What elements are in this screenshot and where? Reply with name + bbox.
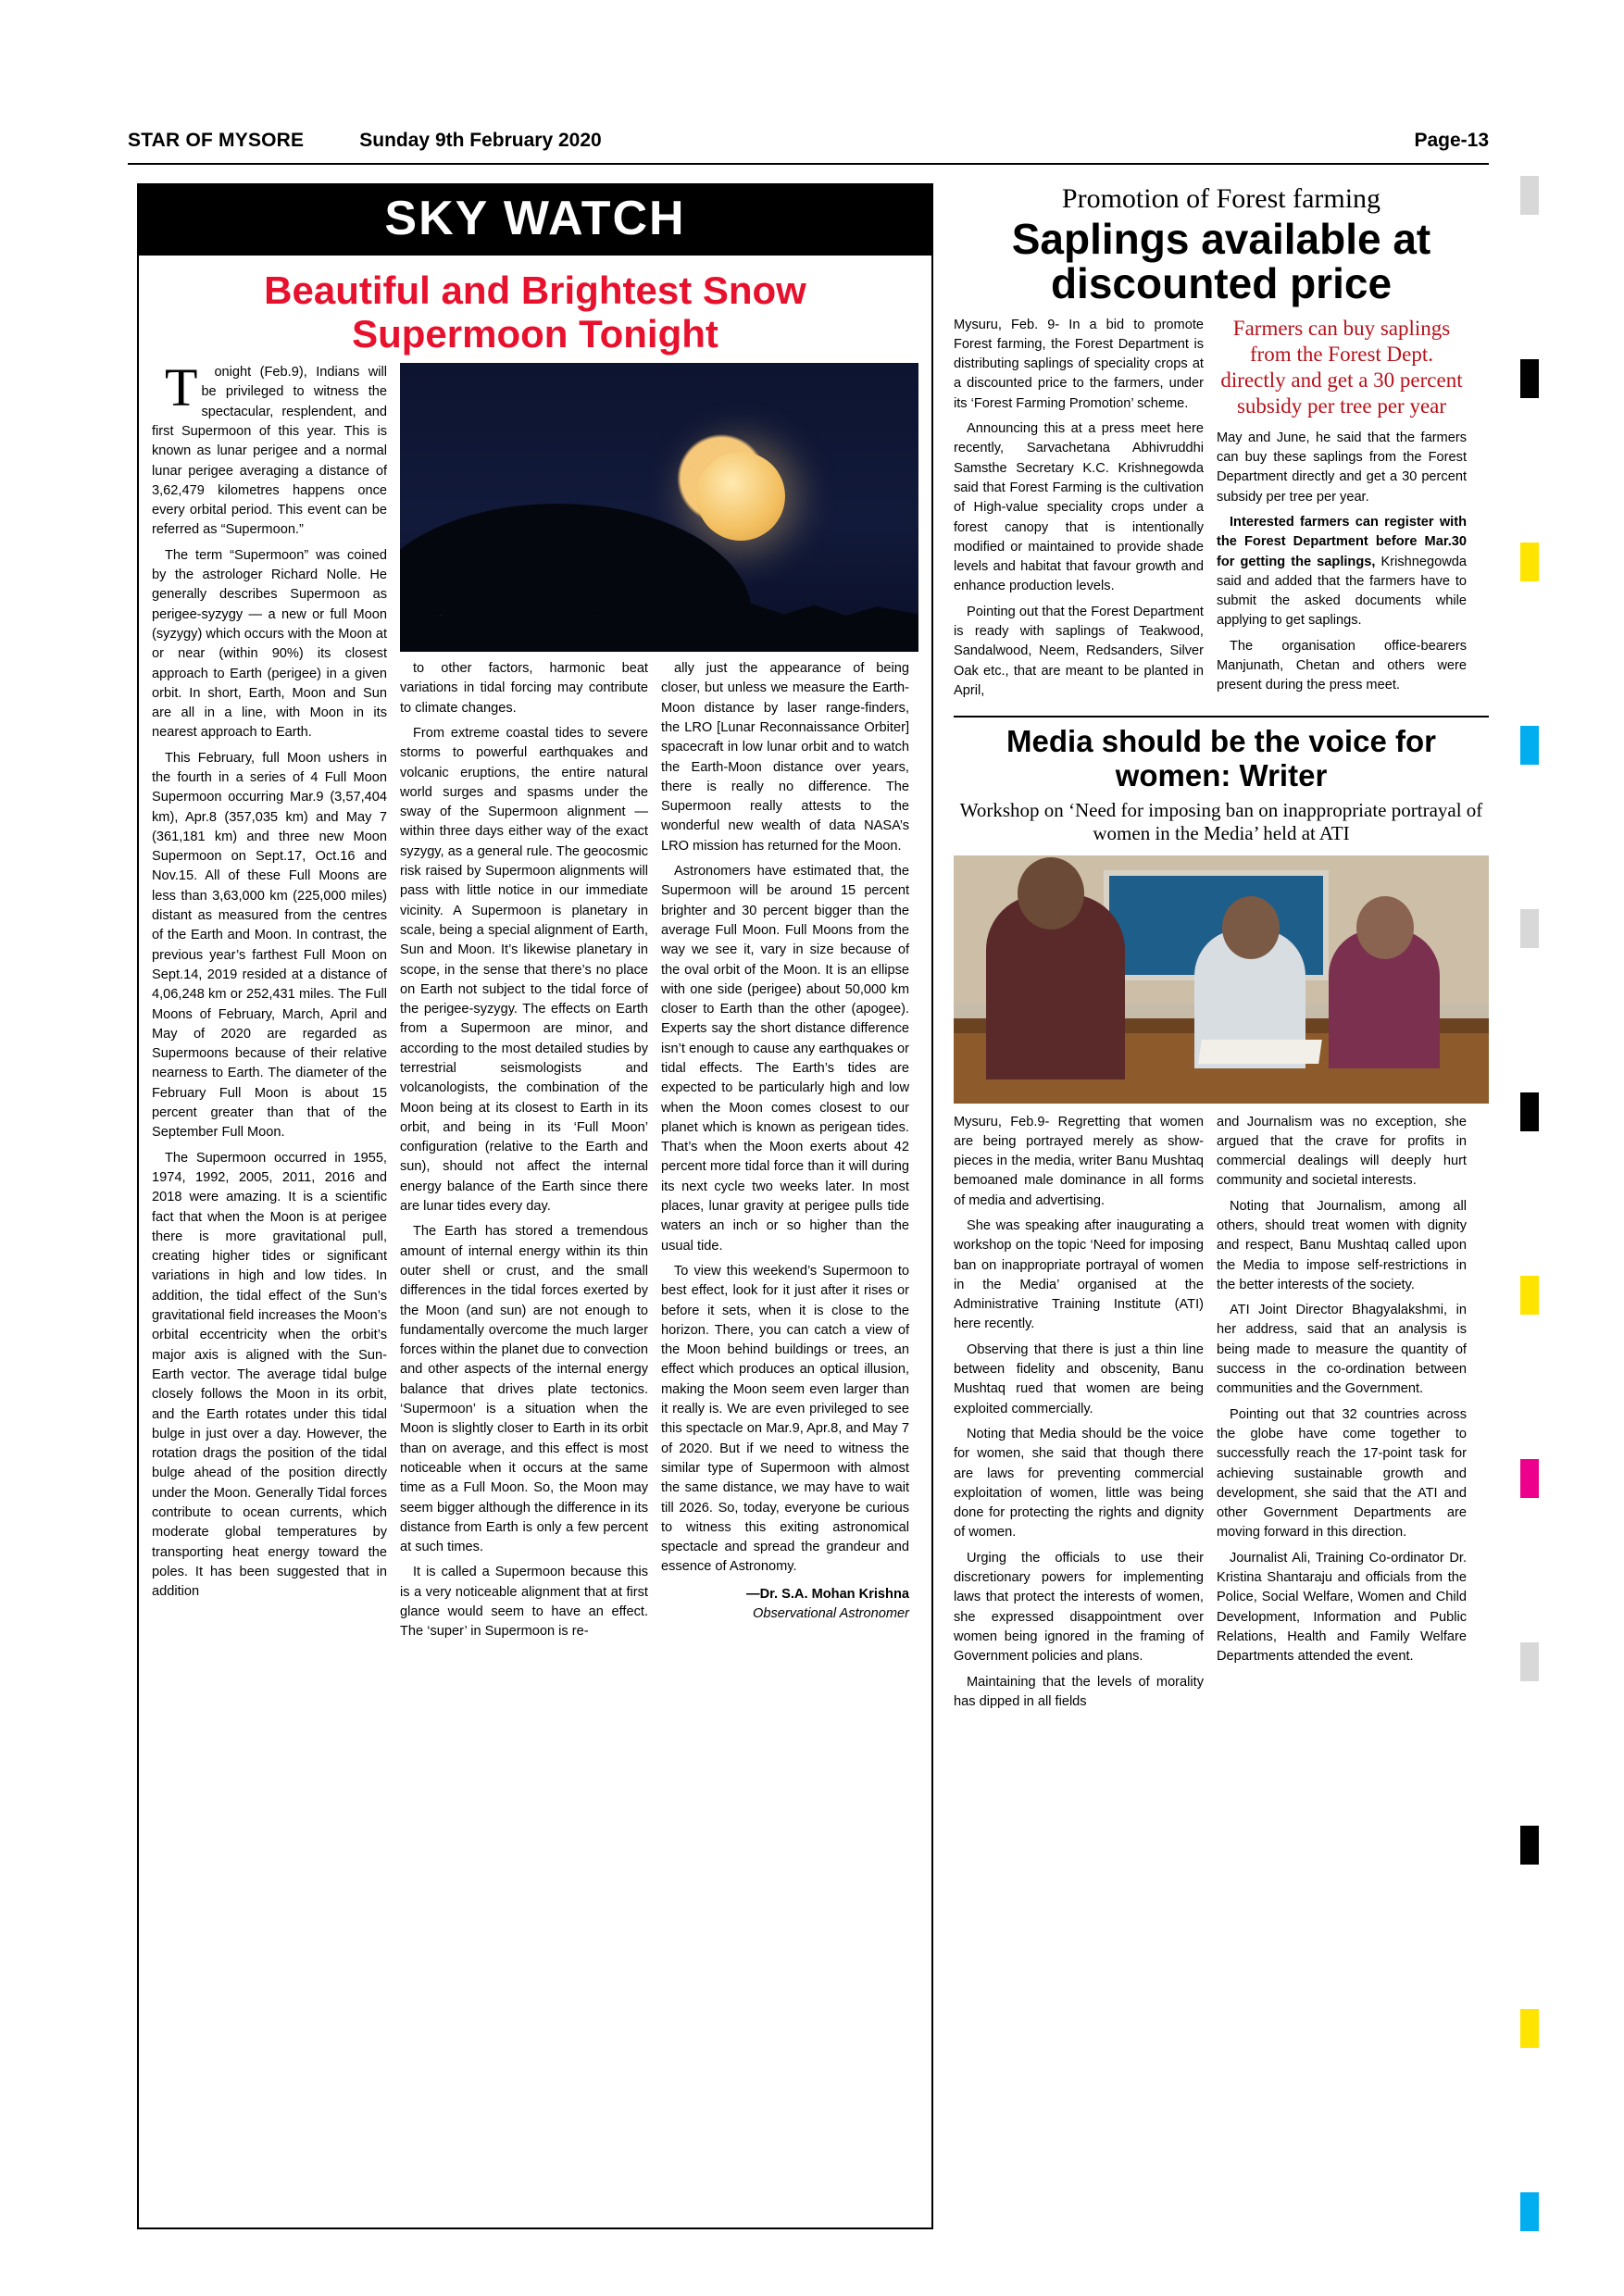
page-number: Page-13 xyxy=(1414,130,1489,151)
media-c2-p4: Pointing out that 32 countries across the globe have come together to successfully reach the 17-point task for achieving sustainable growth and development, she said that the ATI and other Government Departments are moving forward in this direction. xyxy=(1217,1406,1467,1541)
media-c1-p1: Mysuru, Feb.9- Regretting that women are being portrayed merely as show-pieces in the media, writer Banu Mushtaq bemoaned male dominance in all forms of media and advertising. xyxy=(954,1114,1204,1208)
skywatch-c2-p2: From extreme coastal tides to severe storms to powerful earthquakes and volcanic eruptions, the entire natural world surges and spasms under the sway of the Supermoon alignment — within three days either way of the exact syzygy, as a general rule. The geocosmic risk raised by Supermoon alignments will pass with little notice in our immediate vicinity. A Supermoon is planetary in scale, being a special alignment of Earth, Sun and Moon. It’s likewise planetary in scope, in the sense that there’s no place on Earth not subject to the tidal force of the perigee-syzygy. The effects on Earth from a Supermoon are minor, and according to the most detailed studies by terrestrial seismologists and volcanologists, the combination of the Moon being at its closest to Earth in its orbit, and being in its ‘Full Moon’ configuration (relative to the Earth and sun), should not affect the internal energy balance of the Earth since there are lunar tides every day. xyxy=(400,725,648,1215)
registration-bar-0 xyxy=(1520,176,1539,215)
masthead-divider xyxy=(128,163,1489,165)
drop-cap: T xyxy=(165,357,198,418)
skywatch-byline-subtitle: Observational Astronomer xyxy=(753,1606,909,1622)
media-c1-p6: Maintaining that the levels of morality has dipped in all fields xyxy=(954,1674,1204,1709)
media-c1-p4: Noting that Media should be the voice for women, she said that though there are laws for preventing commercial exploitation of women, little was being done for protecting the rights and dignity of women. xyxy=(954,1426,1204,1541)
forest-c2-p1: May and June, he said that the farmers can buy these saplings from the Forest Department directly and get a 30 percent subsidy per tree per year. xyxy=(1217,430,1467,505)
skywatch-c3-p2: Astronomers have estimated that, the Supermoon will be around 15 percent brighter and 30 percent bigger than the average Full Moon. Full Moons from the way we see it, vary in size because of the oval orbit of the Moon. It is an ellipse with one side (perigee) about 50,000 km closer to Earth than the other (apogee). Experts say the short distance difference isn’t enough to cause any earthquakes or tidal effects. The Earth’s tides are expected to be particularly high and low when the Moon comes closest to our planet which is known as perigean tides. That’s when the Moon exerts about 42 percent more tidal force than it will during its next cycle two weeks later. In most places, lunar gravity at perigee pulls tide waters an inch or so higher than the usual tide. xyxy=(661,864,909,1254)
skywatch-lead-para-3: This February, full Moon ushers in the fourth in a series of 4 Full Moon Supermoon occurring Mar.9 (3,57,404 km), Apr.8 (357,035 km) and May 7 (361,181 km) and three new Moon Supermoon on Sept.17, Oct.16 and Nov.15. All of these Full Moons are less than 3,63,000 km (225,000 miles) distant as measured from the centres of the Earth and Moon. In contrast, the previous year’s farthest Full Moon on Sept.14, 2019 resided at a distance of 4,06,248 km or 252,431 miles. The Full Moons of February, March, April and May of 2020 are regarded as Supermoons because of their relative nearness to Earth. The diameter of the February Full Moon is about 15 percent greater than that of the September Full Moon. xyxy=(152,750,387,1141)
registration-bar-5 xyxy=(1520,1092,1539,1131)
registration-bar-4 xyxy=(1520,909,1539,948)
forest-c1-p2: Announcing this at a press meet here recently, Sarvachetana Abhivruddhi Samsthe Secretary K.C. Krishnegowda said that Forest Farming is the cultivation of High-value speciality crops under a forest canopy that is intentionally modified or maintained to provide shade levels and habitat that favour growth and enhance production levels. xyxy=(954,421,1204,594)
media-c1-p5: Urging the officials to use their discretionary powers for implementing laws that protect the interests of women, she expressed disappointment over women being ignored in the framing of Government policies and plans. xyxy=(954,1550,1204,1665)
registration-bar-1 xyxy=(1520,359,1539,398)
media-subhead: Workshop on ‘Need for imposing ban on inappropriate portrayal of women in the Media’ held at ATI xyxy=(959,799,1483,845)
media-c1-p2: She was speaking after inaugurating a workshop on the topic ‘Need for imposing ban on inappropriate portrayal of women in the Media’ organised at the Administrative Training Institute (ATI) here recently. xyxy=(954,1218,1204,1332)
skywatch-lead-para-1 xyxy=(152,357,387,541)
issue-date: Sunday 9th February 2020 xyxy=(359,130,602,151)
supermoon-photo xyxy=(400,363,918,1648)
registration-bar-11 xyxy=(1520,2192,1539,2231)
skywatch-c2-p1: to other factors, harmonic beat variations in tidal forcing may contribute to climate changes. xyxy=(400,661,648,716)
media-c2-p5: Journalist Ali, Training Co-ordinator Dr. Kristina Shantaraju and officials from the Police, Social Welfare, Women and Child Development, Information and Public Relations, Health and Family Welfare Departments attended the event. xyxy=(1217,1550,1467,1665)
skywatch-lead-text-1: onight (Feb.9), Indians will be privileged to witness the spectacular, resplendent, and first Supermoon of this year. This is known as lunar perigee and a normal lunar perigee averaging a distance of 3,62,479 kilometres happens once every orbital period. This event can be referred as “Supermoon.” xyxy=(152,365,387,538)
media-headline: Media should be the voice for women: Writer xyxy=(1006,724,1436,793)
skywatch-lead-para-4: The Supermoon occurred in 1955, 1974, 1992, 2005, 2011, 2016 and 2018 were amazing. It is a scientific fact that when the Moon is at perigee there is more gravitational pull, creating higher tides or significant variations in high and low tides. In addition, the tidal effect of the Sun’s gravitational field increases the Moon’s orbital eccentricity when the orbit’s major axis is aligned with the Sun-Earth vector. The average tidal bulge closely follows the Moon in its orbit, and the Earth rotates under this tidal bulge in just over a day. However, the rotation drags the position of the tidal bulge ahead of the position directly under the Moon. Generally Tidal forces contribute to ocean currents, which moderate global temperatures by transporting heat energy toward the poles. It has been suggested that in addition xyxy=(152,1150,387,1600)
photo-papers xyxy=(1198,1040,1322,1064)
media-article xyxy=(954,725,1489,1717)
story-divider xyxy=(954,716,1489,718)
registration-bar-9 xyxy=(1520,1826,1539,1865)
registration-bar-10 xyxy=(1520,2009,1539,2048)
forest-column-2 xyxy=(1217,316,1467,707)
skywatch-headline: Beautiful and Brightest Snow Supermoon Tonight xyxy=(264,268,806,356)
skywatch-article xyxy=(137,183,933,2229)
skywatch-column-2 xyxy=(400,659,648,1648)
media-column-1 xyxy=(954,1113,1204,1718)
forest-c2-p3: The organisation office-bearers Manjunath, Chetan and others were present during the press meet. xyxy=(1217,638,1467,693)
ati-workshop-photo xyxy=(954,855,1489,1104)
moon-disc-icon xyxy=(696,452,785,541)
right-column xyxy=(954,183,1489,1717)
media-c1-p3: Observing that there is just a thin line between fidelity and obscenity, Banu Mushtaq rued that women are being exploited commercially. xyxy=(954,1341,1204,1416)
photo-person-1 xyxy=(986,894,1125,1079)
media-column-2 xyxy=(1217,1113,1467,1718)
media-c2-p2: Noting that Journalism, among all others, should treat women with dignity and respect, Banu Mushtaq called upon the Media to impose self-restrictions in the better interests of the society. xyxy=(1217,1198,1467,1292)
registration-bar-3 xyxy=(1520,726,1539,765)
registration-bar-7 xyxy=(1520,1459,1539,1498)
media-c2-p1: and Journalism was no exception, she argued that the crave for profits in commercial dealings will deeply hurt community and societal interests. xyxy=(1217,1114,1467,1189)
skywatch-banner: SKY WATCH xyxy=(139,185,931,256)
forest-farming-article xyxy=(954,183,1489,706)
forest-pullquote: Farmers can buy saplings from the Forest Dept. directly and get a 30 percent subsidy per tree per year xyxy=(1220,316,1463,418)
skywatch-lead-column xyxy=(152,357,387,1648)
skywatch-column-3 xyxy=(661,659,909,1624)
hill-shape xyxy=(400,504,752,615)
forest-c1-p1: Mysuru, Feb. 9- In a bid to promote Forest farming, the Forest Department is distributing saplings of speciality crops at a discounted price to the farmers, under its ‘Forest Farming Promotion’ scheme. xyxy=(954,317,1204,411)
skywatch-c3-p3: To view this weekend’s Supermoon to best effect, look for it just after it rises or before it sets, when it is close to the horizon. There, you can catch a view of the Moon behind buildings or trees, an effect which produces an optical illusion, making the Moon seem even larger than it really is. We are even privileged to see this spectacle on Mar.9, Apr.8, and May 7 of 2020. But if we need to witness the similar type of Supermoon with almost the same distance, we may have to wait till 2026. So, today, everyone be curious to witness this exiting astronomical spectacle and spread the grandeur and essence of Astronomy. xyxy=(661,1263,909,1575)
forest-headline: Saplings available at discounted price xyxy=(1011,215,1431,308)
forest-kicker: Promotion of Forest farming xyxy=(1061,183,1381,214)
media-c2-p3: ATI Joint Director Bhagyalakshmi, in her address, said that an analysis is being made to measure the quantity of success in the co-ordination between communities and the Government. xyxy=(1217,1303,1467,1397)
skywatch-c3-p1: ally just the appearance of being closer, but unless we measure the Earth-Moon distance by laser range-finders, the LRO [Lunar Reconnaissance Orbiter] spacecraft in low lunar orbit and to watch the Earth-Moon distance over years, there is really no difference. The Supermoon really attests to the wonderful new wealth of data NASA’s LRO mission has returned for the Moon. xyxy=(661,661,909,854)
skywatch-byline: —Dr. S.A. Mohan Krishna xyxy=(746,1586,909,1602)
registration-bar-8 xyxy=(1520,1642,1539,1681)
skywatch-lead-para-2: The term “Supermoon” was coined by the astrologer Richard Nolle. He generally describes Supermoon as perigee-syzygy — a new or full Moon (syzygy) which occurs with the Moon at or near (within 90%) its closest approach to Earth (perigee) in a given orbit. In short, Earth, Moon and Sun are all in a line, with Moon in its nearest approach to Earth. xyxy=(152,547,387,741)
photo-person-3 xyxy=(1329,930,1440,1068)
skywatch-c2-p3: The Earth has stored a tremendous amount of internal energy within its thin outer shell or crust, and the small differences in the tidal forces exerted by the Moon (and sun) are not enough to fundamentally overcome the much larger forces within the planet due to convection and other aspects of the internal energy balance that drives plate tectonics. ‘Supermoon’ is a situation when the Moon is slightly closer to Earth in its orbit than on average, and this effect is most noticeable when it occurs at the same time as a Full Moon. So, the Moon may seem bigger although the difference in its distance from Earth is only a few percent at such times. xyxy=(400,1224,648,1555)
print-registration-color-bars xyxy=(1520,176,1539,2231)
skywatch-c2-p4: It is called a Supermoon because this is a very noticeable alignment that at first glance would seem to have an effect. The ‘super’ in Supermoon is re- xyxy=(400,1565,648,1640)
forest-column-1 xyxy=(954,316,1204,707)
registration-bar-6 xyxy=(1520,1276,1539,1315)
forest-c1-p3: Pointing out that the Forest Department is ready with saplings of Teakwood, Sandalwood, Neem, Redsanders, Silver Oak etc., that are meant to be planted in April, xyxy=(954,604,1204,698)
registration-bar-2 xyxy=(1520,543,1539,581)
masthead xyxy=(128,130,1489,152)
forest-c2-p2: Interested farmers can register with the Forest Department before Mar.30 for getting the saplings, Krishnegowda said and added that the farmers have to submit the asked documents while applying to get saplings. xyxy=(1217,514,1467,629)
paper-name: STAR OF MYSORE xyxy=(128,130,305,151)
